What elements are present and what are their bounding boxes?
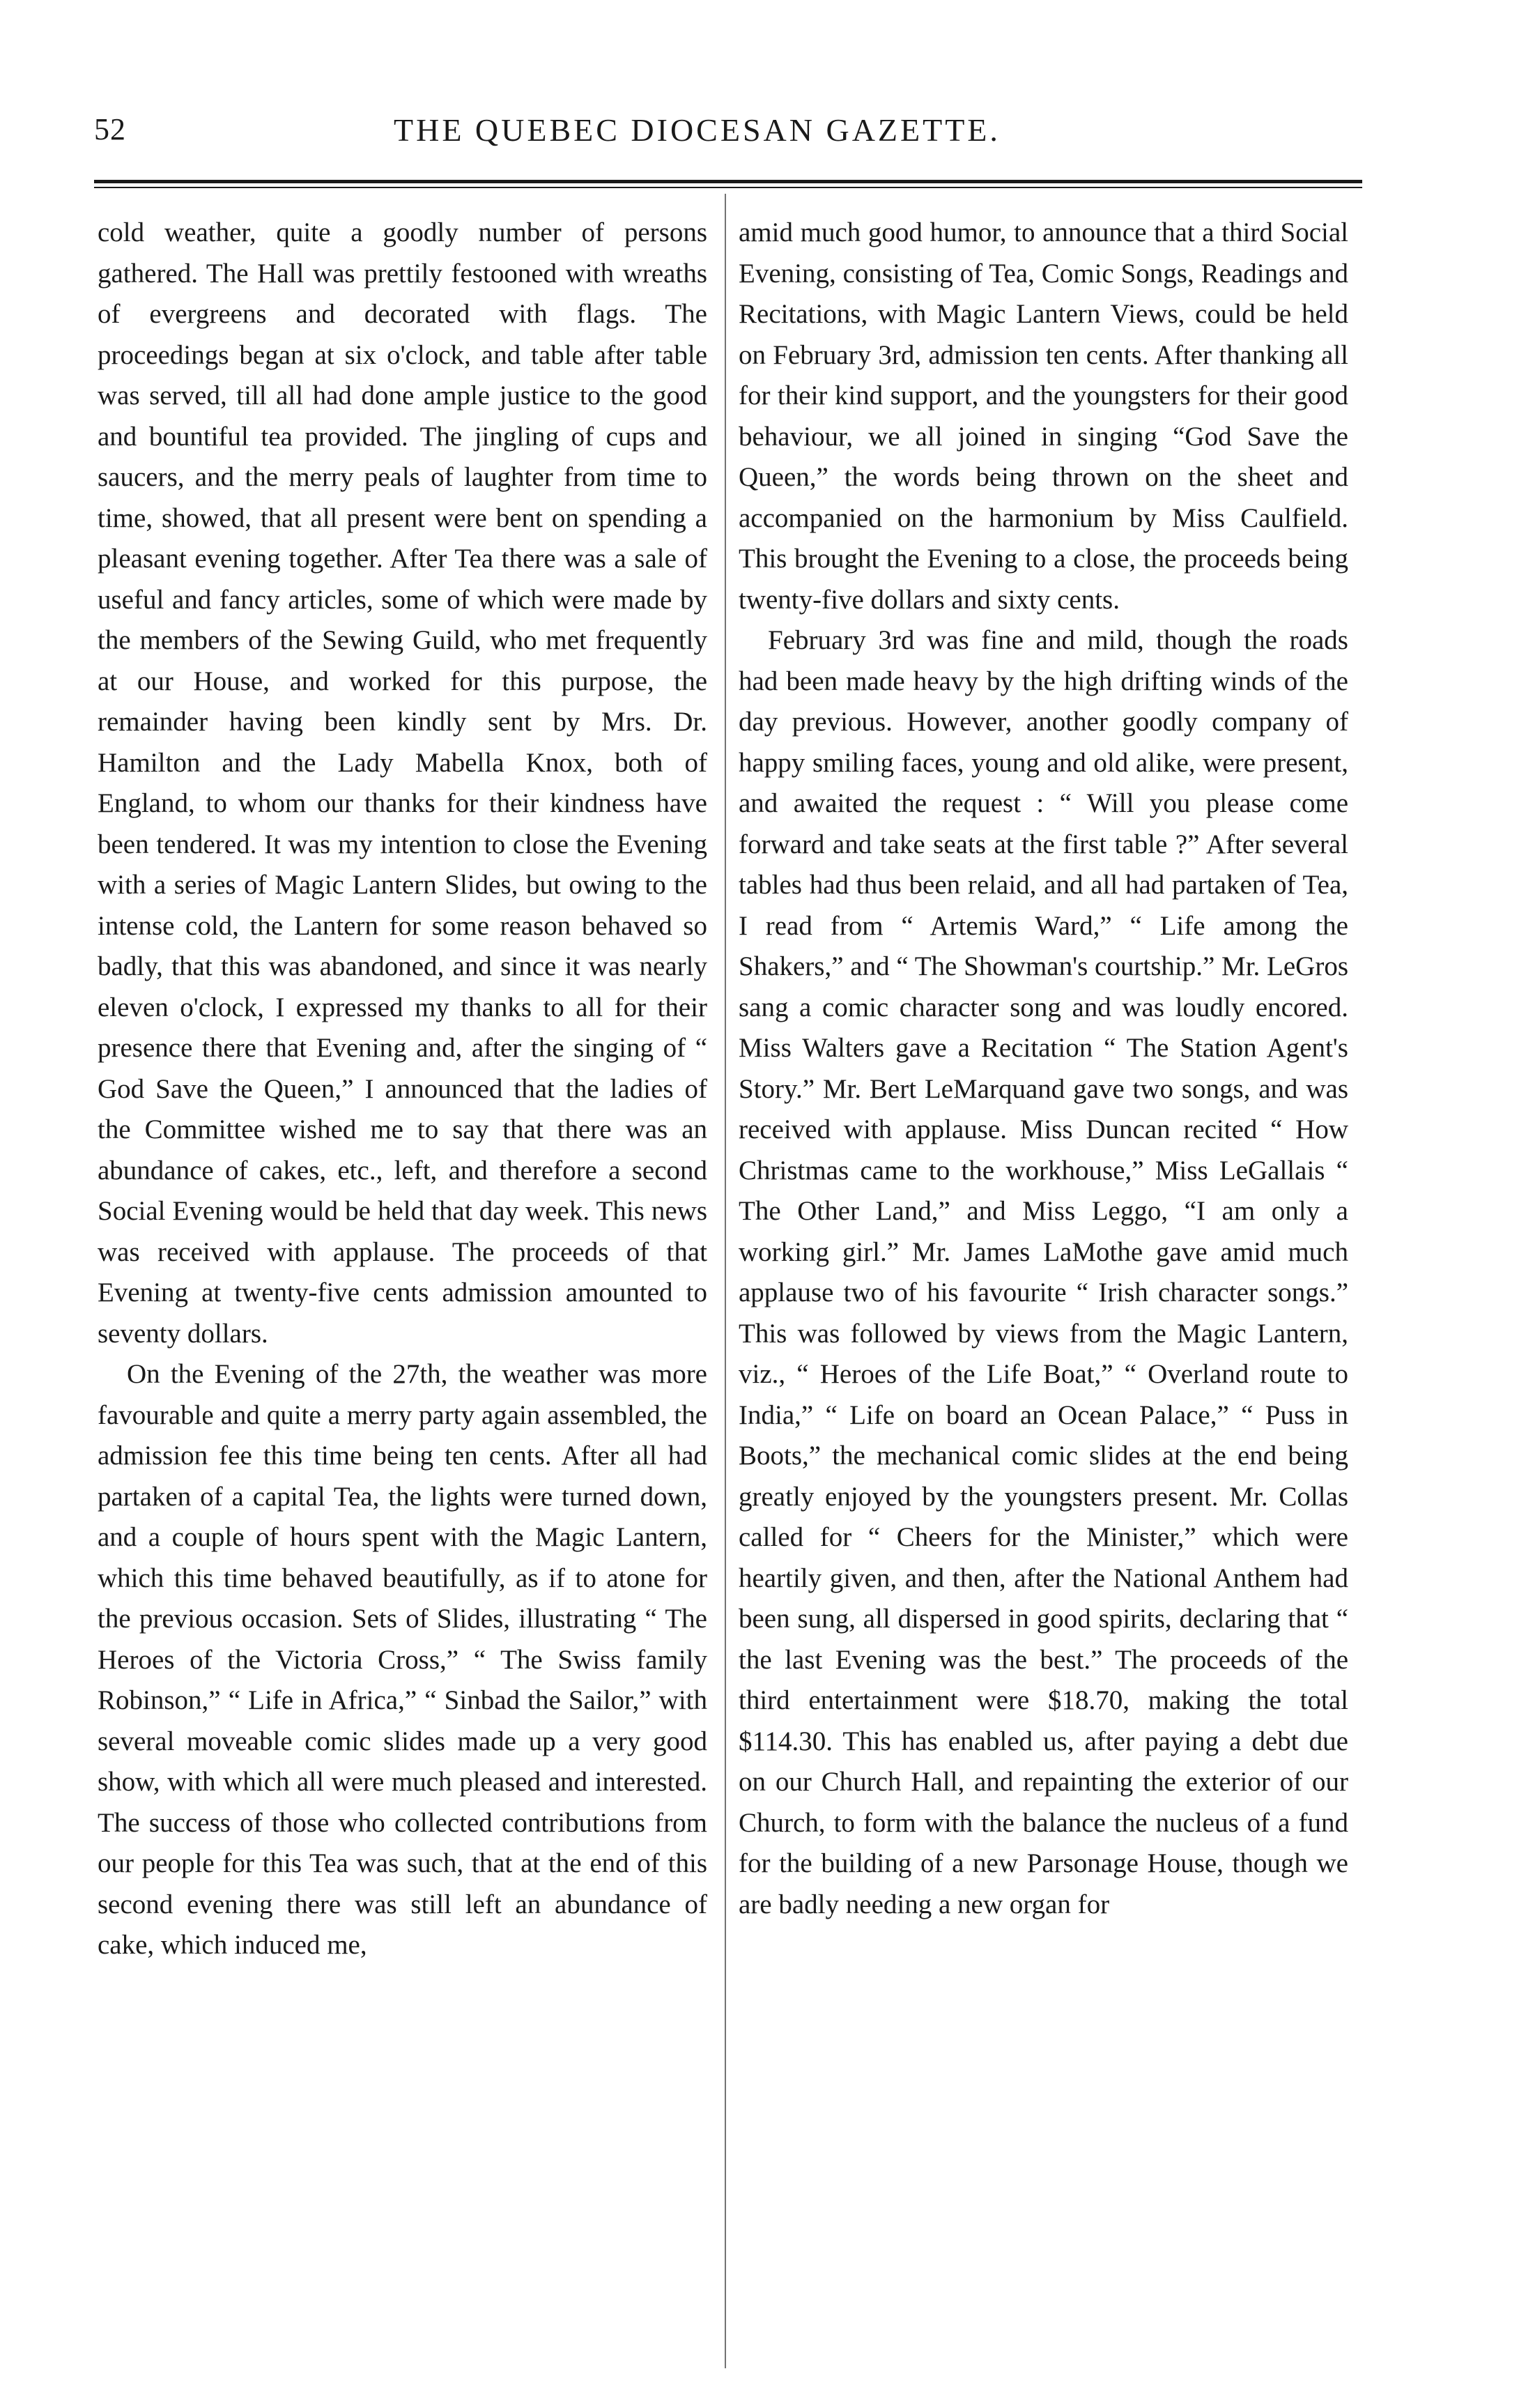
- left-paragraph-2: On the Evening of the 27th, the weather was more favourable and quite a merry party again assembled, the admission fee this time being ten cents. After all had partaken of a capital Tea, the lights were turned down, and a couple of hours spent with the Magic Lantern, which this time behaved beautifully, as if to atone for the previous occasion. Sets of Slides, illustrating “ The Heroes of the Victoria Cross,” “ The Swiss family Robinson,” “ Life in Africa,” “ Sinbad the Sailor,” with several moveable comic slides made up a very good show, with which all were much pleased and interested. The success of those who collected contributions from our people for this Tea was such, that at the end of this second evening there was still left an abundance of cake, which induced me,: [98, 1359, 707, 1960]
- left-paragraph-1: cold weather, quite a goodly number of persons gathered. The Hall was prettily festooned with wreaths of evergreens and decorated with flags. The proceedings began at six o'clock, and table after table was served, till all had done ample justice to the good and bountiful tea provided. The jingling of cups and saucers, and the merry peals of laughter from time to time, showed, that all present were bent on spending a pleasant evening together. After Tea there was a sale of useful and fancy articles, some of which were made by the members of the Sewing Guild, who met frequently at our House, and worked for this purpose, the remainder having been kindly sent by Mrs. Dr. Hamilton and the Lady Mabella Knox, both of England, to whom our thanks for their kindness have been tendered. It was my intention to close the Evening with a series of Magic Lantern Slides, but owing to the intense cold, the Lantern for some reason behaved so badly, that this was abandoned, and since it was nearly eleven o'clock, I expressed my thanks to all for their presence there that Evening and, after the singing of “ God Save the Queen,” I announced that the ladies of the Committee wished me to say that there was an abundance of cakes, etc., left, and therefore a second Social Evening would be held that day week. This news was received with applause. The proceeds of that Evening at twenty-five cents admission amounted to seventy dollars.: [98, 217, 707, 1349]
- right-paragraph-1: amid much good humor, to announce that a third Social Evening, consisting of Tea, Comic Songs, Readings and Recitations, with Magic Lantern Views, could be held on February 3rd, admission ten cents. After thanking all for their kind support, and the youngsters for their good behaviour, we all joined in singing “God Save the Queen,” the words being thrown on the sheet and accompanied on the harmonium by Miss Caulfield. This brought the Evening to a close, the proceeds being twenty-five dollars and sixty cents.: [739, 217, 1348, 615]
- header-rule-thick: [94, 180, 1362, 183]
- running-title: THE QUEBEC DIOCESAN GAZETTE.: [394, 112, 1001, 148]
- left-column: [98, 213, 707, 1966]
- right-paragraph-2: February 3rd was fine and mild, though the roads had been made heavy by the high drifting winds of the day previous. However, another goodly company of happy smiling faces, young and old alike, were present, and awaited the request : “ Will you please come forward and take seats at the first table ?” After several tables had thus been relaid, and all had partaken of Tea, I read from “ Artemis Ward,” “ Life among the Shakers,” and “ The Showman's courtship.” Mr. LeGros sang a comic character song and was loudly encored. Miss Walters gave a Recitation “ The Station Agent's Story.” Mr. Bert LeMarquand gave two songs, and was received with applause. Miss Duncan recited “ How Christmas came to the workhouse,” Miss LeGallais “ The Other Land,” and Miss Leggo, “I am only a working girl.” Mr. James LaMothe gave amid much applause two of his favourite “ Irish character songs.” This was followed by views from the Magic Lantern, viz., “ Heroes of the Life Boat,” “ Overland route to India,” “ Life on board an Ocean Palace,” “ Puss in Boots,” the mechanical comic slides at the end being greatly enjoyed by the youngsters present. Mr. Collas called for “ Cheers for the Minister,” which were heartily given, and then, after the National Anthem had been sung, all dispersed in good spirits, declaring that “ the last Evening was the best.” The proceeds of the third entertainment were $18.70, making the total $114.30. This has enabled us, after paying a debt due on our Church Hall, and repainting the exterior of our Church, to form with the balance the nucleus of a fund for the building of a new Parsonage House, though we are badly needing a new organ for: [739, 625, 1348, 1919]
- page-number: 52: [94, 112, 126, 146]
- column-divider: [725, 194, 726, 2368]
- page-header: [94, 112, 1362, 167]
- header-rule-thin: [94, 187, 1362, 188]
- right-column: [739, 213, 1348, 1925]
